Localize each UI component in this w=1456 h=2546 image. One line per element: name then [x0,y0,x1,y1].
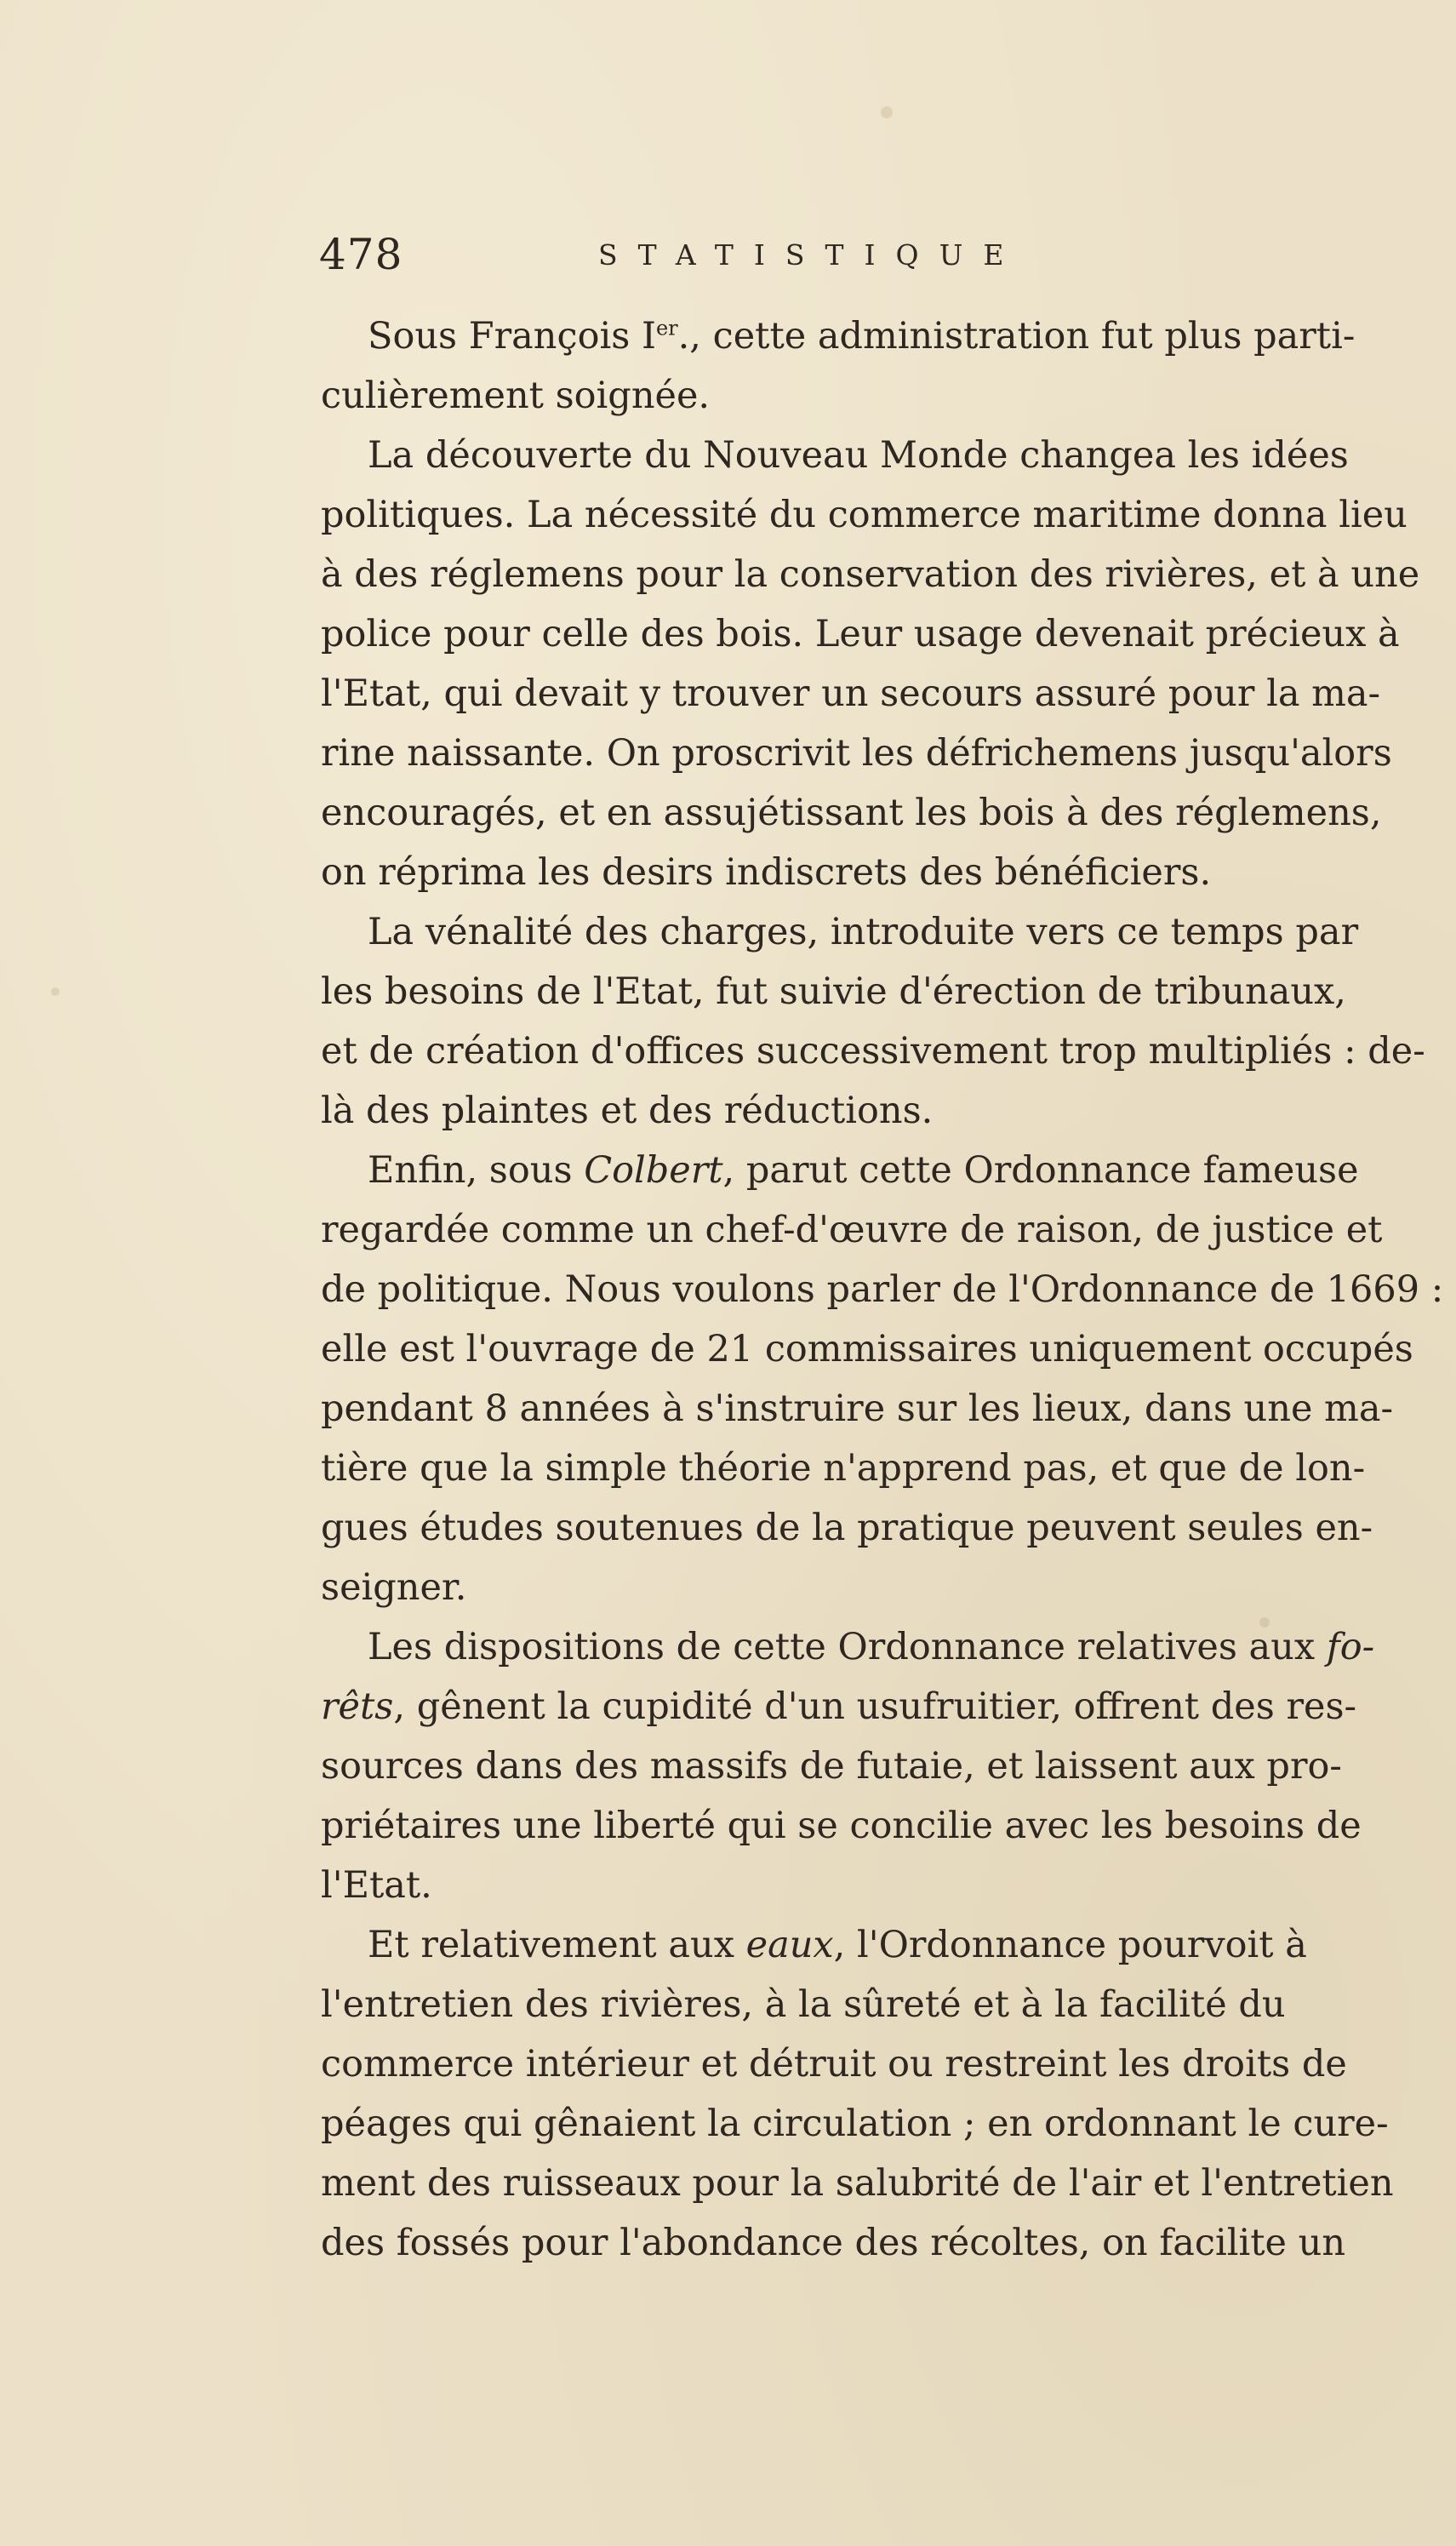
text-run: , l'Ordonnance pourvoit à [833,1924,1307,1966]
text-line: les besoins de l'Etat, fut suivie d'érection de tribunaux, [321,970,1346,1013]
italic-word: eaux [745,1924,834,1966]
text-line: pendant 8 années à s'instruire sur les lieux, dans une ma- [321,1387,1393,1430]
text-line: et de création d'offices successivement trop multipliés : de- [321,1030,1425,1073]
text-line [321,306,1453,366]
running-title: STATISTIQUE [598,238,1025,272]
paper-stain [51,987,60,996]
text-line: l'entretien des rivières, à la sûreté et à la facilité du [321,1983,1286,2026]
text-run: Enfin, sous [368,1149,585,1192]
text-line: ment des ruisseaux pour la salubrité de l'air et l'entretien [321,2162,1394,2205]
text-line: elle est l'ouvrage de 21 commissaires uniquement occupés [321,1328,1413,1370]
text-line: on réprima les desirs indiscrets des bénéficiers. [321,851,1212,894]
text-line: priétaires une liberté qui se concilie avec les besoins de [321,1805,1362,1847]
text-run: , parut cette Ordonnance fameuse [722,1149,1359,1192]
text-line [321,1617,1453,1677]
running-head [319,230,1170,289]
text-line: encouragés, et en assujétissant les bois à des réglemens, [321,792,1382,834]
text-line: sources dans des massifs de futaie, et laissent aux pro- [321,1745,1342,1788]
text-line: police pour celle des bois. Leur usage devenait précieux à [321,613,1400,655]
paper-stain [881,106,893,118]
superscript: er [655,316,678,340]
text-line [321,1915,1453,1975]
text-line: à des réglemens pour la conservation des rivières, et à une [321,553,1420,596]
italic-word: fo- [1326,1626,1375,1668]
text-line: La découverte du Nouveau Monde changea les idées [368,434,1349,477]
text-line: regardée comme un chef-d'œuvre de raison, de justice et [321,1209,1383,1251]
text-run: ., cette administration fut plus parti- [677,315,1356,358]
text-line: La vénalité des charges, introduite vers ce temps par [368,911,1359,953]
text-line: des fossés pour l'abondance des récoltes, on facilite un [321,2222,1346,2264]
text-line: seigner. [321,1566,467,1609]
text-line [321,1141,1453,1200]
text-run: Les dispositions de cette Ordonnance relatives aux [368,1626,1327,1668]
text-line: gues études soutenues de la pratique peuvent seules en- [321,1507,1373,1549]
body-text [321,306,1453,2273]
text-line: l'Etat. [321,1864,432,1907]
text-line: commerce intérieur et détruit ou restreint les droits de [321,2043,1347,2085]
text-line: culièrement soignée. [321,375,711,417]
text-run: , gênent la cupidité d'un usufruitier, offrent des res- [393,1685,1357,1728]
text-line: de politique. Nous voulons parler de l'Ordonnance de 1669 : [321,1268,1444,1311]
text-line: péages qui gênaient la circulation ; en ordonnant le cure- [321,2103,1389,2145]
text-run: Sous François I [368,315,656,358]
text-run: Et relativement aux [368,1924,746,1966]
italic-word: rêts [321,1685,394,1728]
text-line: rine naissante. On proscrivit les défrichemens jusqu'alors [321,732,1392,775]
page-number: 478 [319,230,403,279]
text-line: tière que la simple théorie n'apprend pas, et que de lon- [321,1447,1366,1490]
italic-name: Colbert [584,1149,723,1192]
text-line: là des plaintes et des réductions. [321,1090,934,1132]
text-line: l'Etat, qui devait y trouver un secours assuré pour la ma- [321,672,1381,715]
text-line: politiques. La nécessité du commerce maritime donna lieu [321,494,1407,536]
text-line [321,1677,1453,1736]
